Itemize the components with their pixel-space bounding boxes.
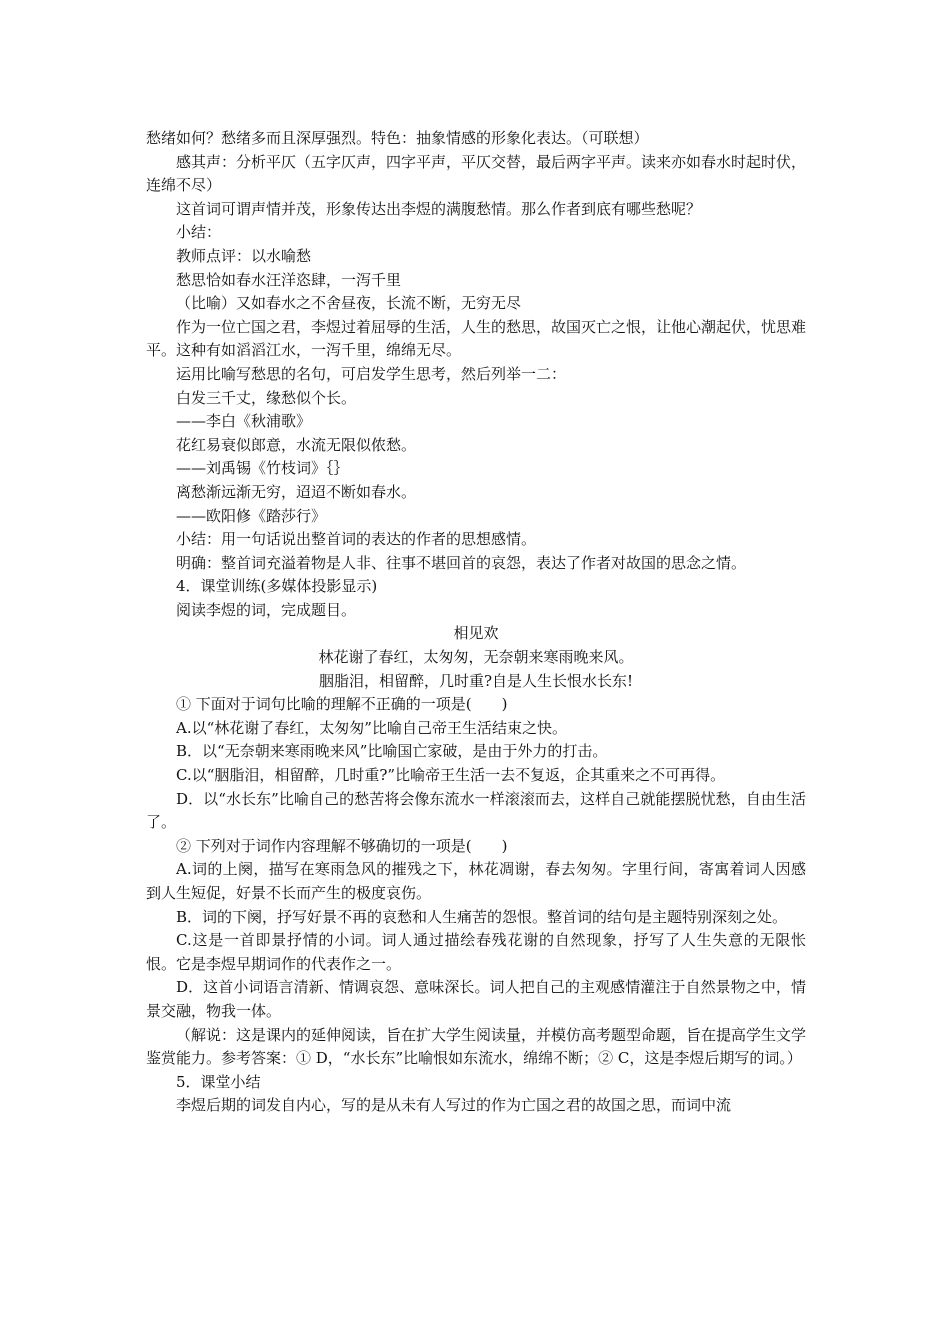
section-heading: 5．课堂小结 [176, 1072, 261, 1091]
question-option: D．以“水长东”比喻自己的愁苦将会像东流水一样滚滚而去，这样自己就能摆脱忧愁，自由生活了。 [146, 789, 806, 832]
question-stem: ② 下列对于词作内容理解不够确切的一项是( ) [176, 836, 508, 855]
question-option: A.词的上阕，描写在寒雨急风的摧残之下，林花凋谢，春去匆匆。字里行间，寄寓着词人因感到人生短促，好景不长而产生的极度哀伤。 [146, 860, 806, 902]
paragraph: 运用比喻写愁思的名句，可启发学生思考，然后列举一二： [176, 364, 567, 383]
paragraph: 愁思恰如春水汪洋恣肆，一泻千里 [176, 270, 402, 289]
paragraph: 感其声：分析平仄（五字仄声，四字平声，平仄交替，最后两字平声。读来亦如春水时起时伏，连绵不尽） [146, 152, 807, 195]
paragraph: 李煜后期的词发自内心，写的是从未有人写过的作为亡国之君的故国之思，而词中流 [176, 1096, 732, 1115]
document-page [146, 127, 806, 1118]
paragraph: 阅读李煜的词，完成题目。 [176, 600, 357, 619]
poem-line: 林花谢了春红，太匆匆，无奈朝来寒雨晚来风。 [318, 648, 634, 667]
section-heading: 4．课堂训练(多媒体投影显示) [176, 577, 378, 596]
paragraph: 明确：整首词充溢着物是人非、往事不堪回首的哀怨，表达了作者对故国的思念之情。 [176, 553, 747, 572]
paragraph: （比喻）又如春水之不舍昼夜，长流不断，无穷无尽 [176, 294, 522, 313]
paragraph: 这首词可谓声情并茂，形象传达出李煜的满腹愁情。那么作者到底有哪些愁呢？ [176, 199, 702, 218]
paragraph: 小结： [176, 223, 222, 242]
explanation: （解说：这是课内的延伸阅读，旨在扩大学生阅读量，并模仿高考题型命题，旨在提高学生文学鉴赏能力。参考答案：① D，“水长东”比喻恨如东流水，绵绵不断；② C，这是李煜后期写的词。） [146, 1025, 807, 1068]
quote-line: 花红易衰似郎意，水流无限似侬愁。 [176, 435, 417, 454]
paragraph: 作为一位亡国之君，李煜过着屈辱的生活，人生的愁思，故国灭亡之恨，让他心潮起伏，忧思难平。这种有如滔滔江水，一泻千里，绵绵无尽。 [146, 317, 807, 360]
question-option: D．这首小词语言清新、情调哀怨、意味深长。词人把自己的主观感情灌注于自然景物之中，情景交融，物我一体。 [146, 978, 806, 1020]
quote-source: ——欧阳修《踏莎行》 [176, 506, 327, 525]
paragraph: 愁绪如何？愁绪多而且深厚强烈。特色：抽象情感的形象化表达。（可联想） [146, 129, 649, 147]
question-option: C.以“胭脂泪，相留醉，几时重?”比喻帝王生活一去不复返，企其重来之不可再得。 [176, 766, 726, 785]
question-option: B．以“无奈朝来寒雨晚来风”比喻国亡家破，是由于外力的打击。 [176, 742, 608, 761]
paragraph: 教师点评：以水喻愁 [176, 246, 312, 265]
question-option: A.以“林花谢了春红，太匆匆”比喻自己帝王生活结束之快。 [176, 718, 567, 737]
poem-line: 胭脂泪，相留醉，几时重?自是人生长恨水长东! [318, 671, 634, 690]
question-stem: ① 下面对于词句比喻的理解不正确的一项是( ) [176, 695, 508, 714]
paragraph: 小结：用一句话说出整首词的表达的作者的思想感情。 [176, 530, 537, 549]
quote-line: 离愁渐远渐无穷，迢迢不断如春水。 [176, 482, 417, 501]
quote-source: ——李白《秋浦歌》 [176, 412, 312, 431]
poem-title: 相见欢 [453, 624, 499, 643]
question-option: C.这是一首即景抒情的小词。词人通过描绘春残花谢的自然现象，抒写了人生失意的无限怅恨。它是李煜早期词作的代表作之一。 [146, 931, 806, 973]
question-option: B．词的下阕，抒写好景不再的哀愁和人生痛苦的怨恨。整首词的结句是主题特别深刻之处。 [176, 907, 788, 926]
quote-source: ——刘禹锡《竹枝词》｛｝ [176, 459, 349, 478]
quote-line: 白发三千丈，缘愁似个长。 [176, 388, 357, 407]
